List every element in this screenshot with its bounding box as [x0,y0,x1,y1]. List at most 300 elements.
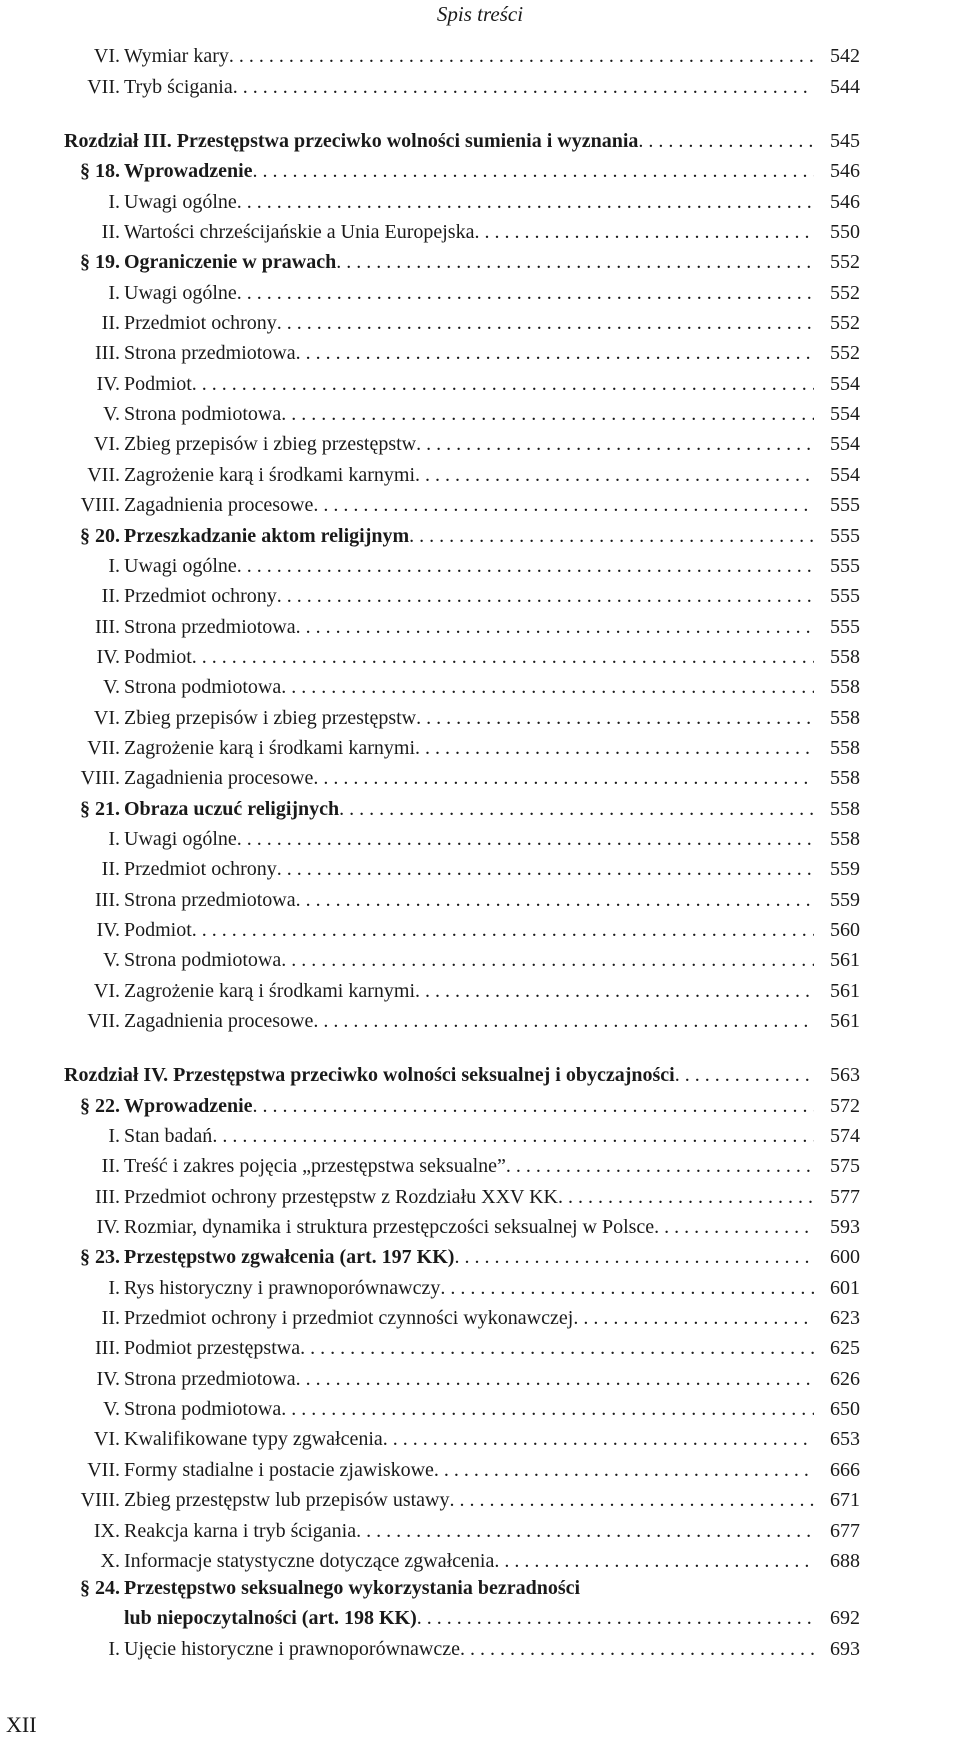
toc-entry-number: VII. [87,75,120,98]
toc-entry[interactable] [64,68,860,98]
toc-entry-page: 554 [830,403,860,426]
toc-entry[interactable] [64,760,860,790]
toc-entry-number: § 24. [80,1576,120,1599]
toc-entry-page: 558 [830,676,860,699]
toc-entry-title-wrap [124,1094,814,1118]
toc-entry-page: 546 [830,160,860,183]
toc-entry-number: I. [108,190,120,213]
dot-leader [229,44,814,68]
toc-entry-page: 653 [830,1428,860,1451]
toc-entry-title: Wartości chrześcijańskie a Unia Europejska [124,221,475,244]
dot-leader [237,190,814,214]
toc-section-entry[interactable] [64,153,860,183]
toc-entry-title: Strona przedmiotowa [124,342,296,365]
toc-entry-page: 554 [830,372,860,395]
dot-leader [192,645,814,669]
toc-entry-title-wrap [124,190,814,214]
dot-leader [313,493,814,517]
toc-entry-page: 552 [830,342,860,365]
toc-entry[interactable] [64,396,860,426]
toc-entry-title-wrap [124,827,814,851]
toc-entry-title-wrap [124,948,814,972]
toc-entry-page: 554 [830,433,860,456]
toc-entry-number: IV. [96,918,120,941]
toc-entry-title: Zbieg przepisów i zbieg przestępstw [124,706,417,729]
toc-entry-title: Podmiot przestępstwa [124,1337,301,1360]
running-header: Spis treści [436,2,524,26]
toc-section-entry[interactable] [64,517,860,547]
dot-leader [415,463,814,487]
dot-leader [654,1215,814,1239]
dot-leader [281,675,814,699]
toc-entry[interactable] [64,912,860,942]
toc-entry-number: VI. [93,1428,120,1451]
dot-leader [416,432,814,456]
toc-entry-number: I. [108,554,120,577]
dot-leader [434,1458,814,1482]
dot-leader [281,402,814,426]
toc-entry-title-wrap [124,1336,814,1360]
toc-entry-page: 677 [830,1519,860,1542]
toc-entry-title-wrap [124,524,814,548]
page-number: XII [6,1712,37,1737]
toc-entry-page: 555 [830,585,860,608]
toc-entry-number: VII. [87,1010,120,1032]
toc-entry-number: § 22. [80,1094,120,1117]
toc-entry-title-wrap [124,1185,814,1209]
toc-entry-page: 544 [830,75,860,98]
dot-leader [281,1397,814,1421]
dot-leader [506,1154,814,1178]
toc-entry[interactable] [64,1630,860,1660]
toc-entry-page: 572 [830,1094,860,1117]
toc-entry[interactable] [64,851,860,881]
toc-entry-number: § 20. [80,524,120,547]
toc-entry[interactable] [64,1512,860,1542]
toc-entry[interactable] [64,1421,860,1451]
toc-entry-page: 545 [830,130,860,153]
toc-entry-number: V. [103,1398,120,1421]
toc-entry-page: 561 [830,1010,860,1032]
toc-entry-title: Uwagi ogólne [124,281,237,304]
toc-entry-title: Obraza uczuć religijnych [124,797,340,820]
toc-entry-title: Przedmiot ochrony [124,312,277,335]
toc-section-entry[interactable] [64,1600,860,1630]
toc-entry-page: 546 [830,190,860,213]
toc-entry-number: II. [101,221,120,244]
toc-entry-title-wrap [124,250,814,274]
toc-entry[interactable] [64,1300,860,1330]
toc-entry-title: Strona przedmiotowa [124,888,296,911]
dot-leader [281,948,814,972]
toc-entry-title: Rozmiar, dynamika i struktura przestępczości seksualnej w Polsce [124,1216,655,1239]
toc-entry-title: Strona podmiotowa [124,1398,282,1421]
toc-entry-number: X. [100,1549,120,1572]
dot-leader [573,1306,814,1330]
toc-entry-page: 555 [830,615,860,638]
toc-entry[interactable] [64,639,860,669]
section-spacer [64,99,860,123]
toc-entry-number: III. [95,888,120,911]
toc-entry-number: II. [101,585,120,608]
toc-entry-title: Zagrożenie karą i środkami karnymi [124,979,415,1002]
toc-entry-title-wrap [124,1124,814,1148]
toc-entry-title-wrap [124,159,814,183]
toc-entry-title-wrap [124,554,814,578]
toc-entry-title-wrap [124,1306,814,1330]
toc-entry-title: Stan badań [124,1125,213,1148]
toc-entry-title: Strona podmiotowa [124,403,282,426]
toc-entry-title: Zbieg przepisów i zbieg przestępstw [124,433,417,456]
toc-entry-title: Wprowadzenie [124,160,253,183]
toc-entry[interactable] [64,608,860,638]
toc-entry[interactable] [64,183,860,213]
toc-entry[interactable] [64,1003,860,1033]
toc-entry[interactable] [64,335,860,365]
dot-leader [474,220,814,244]
dot-leader [233,75,814,99]
toc-entry-number: VI. [93,45,120,68]
toc-entry-title: Ujęcie historyczne i prawnoporównawcze [124,1637,460,1660]
toc-entry-page: 558 [830,736,860,759]
toc-entry-number: II. [101,1155,120,1178]
toc-entry-page: 542 [830,45,860,68]
toc-entry-page: 558 [830,645,860,668]
toc-entry-title-wrap [124,493,814,517]
toc-entry[interactable] [64,578,860,608]
toc-entry-page: 552 [830,251,860,274]
dot-leader [277,857,814,881]
toc-entry-number: II. [101,1307,120,1330]
toc-entry-page: 558 [830,827,860,850]
toc-entry-page: 574 [830,1125,860,1148]
toc-entry-page: 623 [830,1307,860,1330]
toc-entry-title: Zagadnienia procesowe [124,494,314,517]
dot-leader [409,524,814,548]
dot-leader [416,706,814,730]
toc-entry-title-wrap [124,979,814,1003]
toc-entry-number: III. [95,615,120,638]
toc-entry-title-wrap [124,1427,814,1451]
toc-entry-title: Uwagi ogólne [124,827,237,850]
toc-section-entry[interactable] [64,1239,860,1269]
toc-entry-number: § 18. [80,160,120,183]
toc-section-entry[interactable] [64,244,860,274]
toc-entry-page: 555 [830,524,860,547]
dot-leader [558,1185,814,1209]
toc-entry-title: Zagadnienia procesowe [124,1010,314,1032]
toc-entry[interactable] [64,38,860,68]
toc-entry-page: 559 [830,858,860,881]
toc-entry-title-wrap [124,918,814,942]
toc-entry-title: Strona podmiotowa [124,949,282,972]
dot-leader [277,311,814,335]
toc-entry-title: Informacje statystyczne dotyczące zgwałcenia [124,1549,495,1572]
toc-entry-title: Zagrożenie karą i środkami karnymi [124,736,415,759]
dot-leader [415,736,814,760]
toc-entry-number: VII. [87,736,120,759]
dot-leader [313,1009,814,1033]
dot-leader [212,1124,814,1148]
dot-leader [313,766,814,790]
toc-entry-title: Podmiot [124,372,192,395]
toc-entry[interactable] [64,426,860,456]
toc-entry-title: Tryb ścigania [124,75,233,98]
toc-entry-page: 555 [830,554,860,577]
toc-entry-page: 666 [830,1458,860,1481]
toc-entry-number: VIII. [80,767,120,790]
toc-entry-title: Reakcja karna i tryb ścigania [124,1519,357,1542]
toc-entry-number: VII. [87,463,120,486]
toc-entry-page: 692 [830,1607,860,1630]
toc-entry[interactable] [64,1269,860,1299]
toc-entry[interactable] [64,1543,860,1573]
toc-entry-page: 555 [830,494,860,517]
dot-leader [192,372,814,396]
toc-entry-page: 558 [830,797,860,820]
toc-entry-number: III. [95,1185,120,1208]
toc-entry-title-wrap [124,1245,814,1269]
toc-entry[interactable] [64,274,860,304]
toc-entry-title: Kwalifikowane typy zgwałcenia [124,1428,383,1451]
toc-entry-page: 575 [830,1155,860,1178]
toc-entry-number: IX. [93,1519,120,1542]
toc-entry-page: 559 [830,888,860,911]
toc-entry-page: 650 [830,1398,860,1421]
toc-entry-page: 577 [830,1185,860,1208]
toc-entry-page: 554 [830,463,860,486]
toc-entry-title: Zagadnienia procesowe [124,767,314,790]
toc-entry[interactable] [64,456,860,486]
dot-leader [454,1245,814,1269]
toc-section-entry[interactable] [64,1087,860,1117]
toc-entry-number: II. [101,858,120,881]
toc-entry-title: Treść i zakres pojęcia „przestępstwa seksualne” [124,1155,506,1178]
toc-entry-title-wrap [124,1154,814,1178]
toc-entry-title-wrap [124,341,814,365]
dot-leader [253,159,814,183]
toc-entry-title: Rys historyczny i prawnoporównawczy [124,1276,441,1299]
toc-entry[interactable] [64,669,860,699]
toc-entry-title: Przestępstwo seksualnego wykorzystania bezradności [124,1576,581,1599]
toc-entry-title: Formy stadialne i postacie zjawiskowe [124,1458,434,1481]
toc-entry[interactable] [64,942,860,972]
toc-entry-title-wrap [64,129,814,153]
toc-entry-number: II. [101,312,120,335]
toc-entry[interactable] [64,214,860,244]
toc-entry-title: Rozdział III. Przestępstwa przeciwko wolności sumienia i wyznania [64,130,639,153]
toc-entry-title: lub niepoczytalności (art. 198 KK) [124,1607,417,1630]
toc-entry-title: Ograniczenie w prawach [124,251,337,274]
dot-leader [253,1094,814,1118]
dot-leader [237,281,814,305]
toc-entry-title-wrap [124,44,814,68]
toc-entry[interactable] [64,1148,860,1178]
dot-leader [449,1488,814,1512]
toc-entry-title-wrap [124,1488,814,1512]
toc-entry[interactable] [64,821,860,851]
toc-chapter-entry[interactable] [64,1057,860,1087]
toc-section-entry[interactable] [64,790,860,820]
toc-entry-number: I. [108,1125,120,1148]
dot-leader [417,1606,814,1630]
dot-leader [415,979,814,1003]
toc-entry[interactable] [64,365,860,395]
toc-entry-title-wrap [124,402,814,426]
toc-entry-title: Strona podmiotowa [124,676,282,699]
toc-entry-number: I. [108,1276,120,1299]
toc-entry-title-wrap [124,1276,814,1300]
toc-entry-title: Wymiar kary [124,45,229,68]
toc-entry-title-wrap [124,1009,814,1033]
toc-entry-title-wrap [124,584,814,608]
toc-entry[interactable] [64,972,860,1002]
toc-entry-page: 550 [830,221,860,244]
toc-entry-number: V. [103,676,120,699]
toc-entry-title-wrap [124,888,814,912]
toc-entry-number: I. [108,827,120,850]
toc-entry[interactable] [64,1209,860,1239]
toc-entry[interactable] [64,305,860,335]
dot-leader [296,341,814,365]
toc-entry[interactable] [64,1178,860,1208]
toc-entry-title-wrap [124,281,814,305]
toc-entry-number: VI. [93,433,120,456]
dot-leader [339,797,814,821]
toc-entry[interactable] [64,881,860,911]
toc-entry-title-wrap [124,1458,814,1482]
toc-entry-title-wrap [124,75,814,99]
toc-entry-page: 563 [830,1064,860,1087]
toc-entry-number: § 19. [80,251,120,274]
dot-leader [440,1276,814,1300]
toc-entry-page: 688 [830,1549,860,1572]
toc-entry-title-wrap [124,372,814,396]
toc-entry-title-wrap [124,797,814,821]
dot-leader [277,584,814,608]
dot-leader [296,888,814,912]
toc-entry-title: Strona przedmiotowa [124,1367,296,1390]
toc-entry-title: Strona przedmiotowa [124,615,296,638]
toc-entry-page: 600 [830,1246,860,1269]
toc-entry-page: 558 [830,706,860,729]
toc-entry-title: Podmiot [124,645,192,668]
toc-entry-title-wrap [124,766,814,790]
dot-leader [356,1519,814,1543]
toc-entry-number: IV. [96,645,120,668]
dot-leader [300,1336,814,1360]
dot-leader [494,1549,814,1573]
toc-entry-number: IV. [96,1216,120,1239]
toc-entry-title: Przedmiot ochrony i przedmiot czynności wykonawczej [124,1307,574,1330]
toc-entry-title-wrap [124,736,814,760]
toc-entry-number: § 21. [80,797,120,820]
dot-leader [237,554,814,578]
toc-entry-title-wrap [124,463,814,487]
toc-entry-number: VIII. [80,1489,120,1512]
dot-leader [460,1637,814,1661]
toc-entry-title: Podmiot [124,918,192,941]
toc-entry-title-wrap [124,1606,814,1630]
toc-section-entry[interactable] [64,1573,860,1600]
toc-entry-page: 552 [830,281,860,304]
toc-entry[interactable] [64,1360,860,1390]
toc-entry-title: Zagrożenie karą i środkami karnymi [124,463,415,486]
dot-leader [296,615,814,639]
toc-entry-number: VII. [87,1458,120,1481]
dot-leader [336,250,814,274]
toc-entry-title-wrap [124,615,814,639]
toc-entry-title: Uwagi ogólne [124,554,237,577]
toc-entry-page: 593 [830,1216,860,1239]
toc-entry-page: 601 [830,1276,860,1299]
toc-entry-page: 626 [830,1367,860,1390]
toc-entry[interactable] [64,730,860,760]
toc-entry-title: Wprowadzenie [124,1094,253,1117]
toc-entry-title-wrap [124,1637,814,1661]
toc-entry-title: Przedmiot ochrony przestępstw z Rozdziału XXV KK [124,1185,558,1208]
toc-entry-title: Przedmiot ochrony [124,585,277,608]
toc-entry-number: IV. [96,1367,120,1390]
toc-entry-number: VI. [93,979,120,1002]
toc-entry-number: I. [108,1637,120,1660]
toc-entry[interactable] [64,1391,860,1421]
toc-entry[interactable] [64,1330,860,1360]
toc-entry[interactable] [64,1118,860,1148]
toc-entry-page: 552 [830,312,860,335]
dot-leader [638,129,814,153]
toc-entry-page: 561 [830,949,860,972]
toc-entry-number: V. [103,403,120,426]
toc-entry-page: 560 [830,918,860,941]
toc-entry-title-wrap [124,311,814,335]
dot-leader [296,1367,814,1391]
toc-entry-page: 625 [830,1337,860,1360]
toc-entry-number: I. [108,281,120,304]
toc-entry-number: § 23. [80,1246,120,1269]
table-of-contents [64,38,860,1661]
toc-entry-title-wrap [124,1519,814,1543]
toc-entry-page: 561 [830,979,860,1002]
toc-entry-title-wrap [124,645,814,669]
dot-leader [383,1427,814,1451]
toc-entry[interactable] [64,1482,860,1512]
toc-entry[interactable] [64,699,860,729]
toc-entry[interactable] [64,1451,860,1481]
toc-entry-title-wrap [124,1397,814,1421]
toc-chapter-entry[interactable] [64,123,860,153]
toc-entry-number: IV. [96,372,120,395]
toc-entry-title-wrap [124,1576,814,1600]
section-spacer [64,1033,860,1057]
toc-entry-title: Zbieg przestępstw lub przepisów ustawy [124,1489,450,1512]
toc-entry-title-wrap [124,1215,814,1239]
dot-leader [237,827,814,851]
toc-entry-title: Przedmiot ochrony [124,858,277,881]
toc-entry-title: Rozdział IV. Przestępstwa przeciwko wolności seksualnej i obyczajności [64,1064,675,1087]
toc-entry-number: III. [95,342,120,365]
toc-entry-title: Uwagi ogólne [124,190,237,213]
toc-entry[interactable] [64,487,860,517]
toc-entry-number: VIII. [80,494,120,517]
toc-entry[interactable] [64,548,860,578]
dot-leader [192,918,814,942]
toc-entry-title-wrap [124,675,814,699]
toc-entry-page: 693 [830,1637,860,1660]
toc-entry-page: 671 [830,1489,860,1512]
dot-leader [675,1063,814,1087]
toc-entry-title: Przestępstwo zgwałcenia (art. 197 KK) [124,1246,455,1269]
